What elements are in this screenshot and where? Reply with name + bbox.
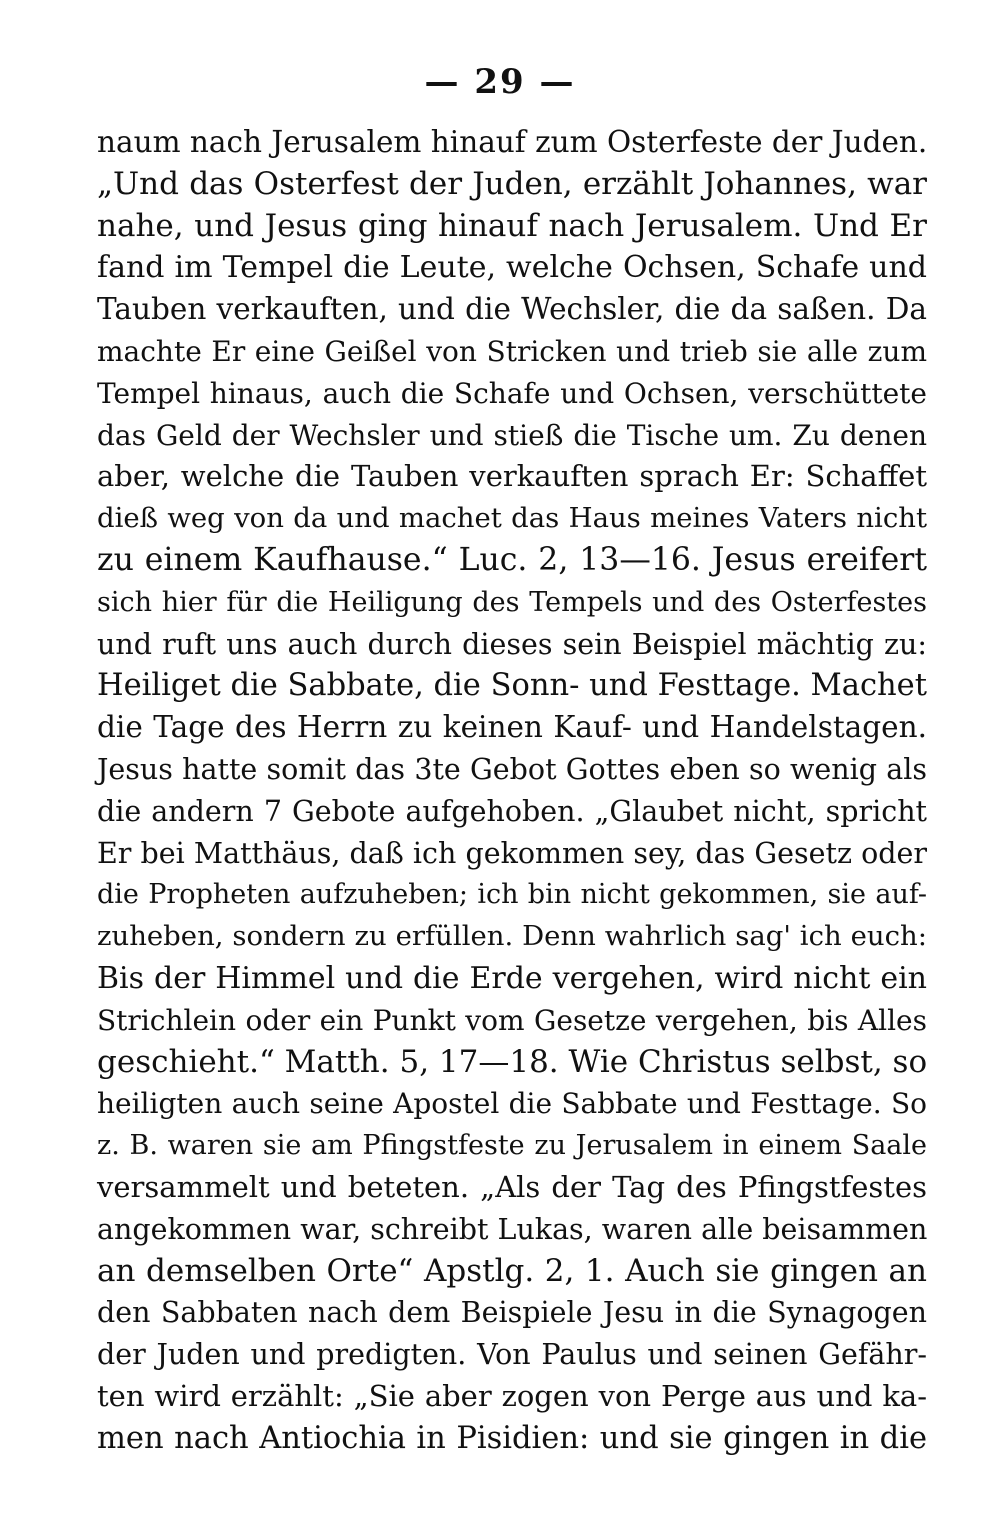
text-line: die andern 7 Gebote aufgehoben. „Glaubet nicht, spricht bbox=[97, 794, 927, 828]
text-line: zu einem Kaufhause.“ Luc. 2, 13—16. Jesus ereifert bbox=[97, 541, 927, 578]
text-line: die Tage des Herrn zu keinen Kauf- und Handelstagen. bbox=[97, 710, 927, 745]
text-line: und ruft uns auch durch dieses sein Beispiel mächtig zu: bbox=[97, 627, 927, 661]
text-line: sich hier für die Heiligung des Tempels und des Osterfestes bbox=[97, 586, 927, 618]
text-line: machte Er eine Geißel von Stricken und trieb sie alle zum bbox=[97, 334, 927, 368]
text-line: Bis der Himmel und die Erde vergehen, wird nicht ein bbox=[97, 960, 927, 996]
text-line: Strichlein oder ein Punkt vom Gesetze vergehen, bis Alles bbox=[97, 1003, 927, 1037]
text-line: Tauben verkauften, und die Wechsler, die da saßen. Da bbox=[97, 292, 927, 327]
text-line: z. B. waren sie am Pfingstfeste zu Jerusalem in einem Saale bbox=[97, 1130, 927, 1162]
text-line: heiligten auch seine Apostel die Sabbate und Festtage. So bbox=[97, 1087, 927, 1121]
text-line: zuheben, sondern zu erfüllen. Denn wahrlich sag' ich euch: bbox=[97, 920, 927, 953]
text-line: nahe, und Jesus ging hinauf nach Jerusalem. Und Er bbox=[97, 207, 927, 244]
text-line: men nach Antiochia in Pisidien: und sie gingen in die bbox=[97, 1420, 927, 1456]
text-line: Er bei Matthäus, daß ich gekommen sey, das Gesetz oder bbox=[97, 836, 927, 870]
text-line: die Propheten aufzuheben; ich bin nicht gekommen, sie auf- bbox=[97, 879, 927, 911]
text-line: fand im Tempel die Leute, welche Ochsen, Schafe und bbox=[97, 250, 927, 286]
text-line: versammelt und beteten. „Als der Tag des Pfingstfestes bbox=[97, 1169, 927, 1204]
body-text bbox=[97, 122, 927, 1460]
page-number: — 29 — bbox=[424, 62, 576, 102]
text-line: „Und das Osterfest der Juden, erzählt Johannes, war bbox=[97, 165, 927, 202]
text-line: naum nach Jerusalem hinauf zum Osterfeste der Juden. bbox=[97, 125, 928, 159]
text-line: den Sabbaten nach dem Beispiele Jesu in die Synagogen bbox=[97, 1296, 927, 1330]
text-line: Jesus hatte somit das 3te Gebot Gottes eben so wenig als bbox=[97, 752, 927, 786]
text-line: Tempel hinaus, auch die Schafe und Ochsen, verschüttete bbox=[97, 376, 927, 410]
text-line: angekommen war, schreibt Lukas, waren alle beisammen bbox=[97, 1212, 928, 1246]
text-line: das Geld der Wechsler und stieß die Tische um. Zu denen bbox=[97, 418, 927, 452]
text-line: an demselben Orte“ Apstlg. 2, 1. Auch sie gingen an bbox=[97, 1252, 927, 1289]
text-line: Heiliget die Sabbate, die Sonn- und Festtage. Machet bbox=[97, 668, 927, 704]
text-line: aber, welche die Tauben verkauften sprach Er: Schaffet bbox=[97, 459, 927, 494]
text-line: der Juden und predigten. Von Paulus und seinen Gefähr- bbox=[97, 1338, 927, 1372]
text-line: ten wird erzählt: „Sie aber zogen von Perge aus und ka- bbox=[97, 1378, 927, 1413]
text-line: dieß weg von da und machet das Haus meines Vaters nicht bbox=[97, 502, 927, 535]
text-line: geschieht.“ Matth. 5, 17—18. Wie Christus selbst, so bbox=[97, 1043, 928, 1080]
